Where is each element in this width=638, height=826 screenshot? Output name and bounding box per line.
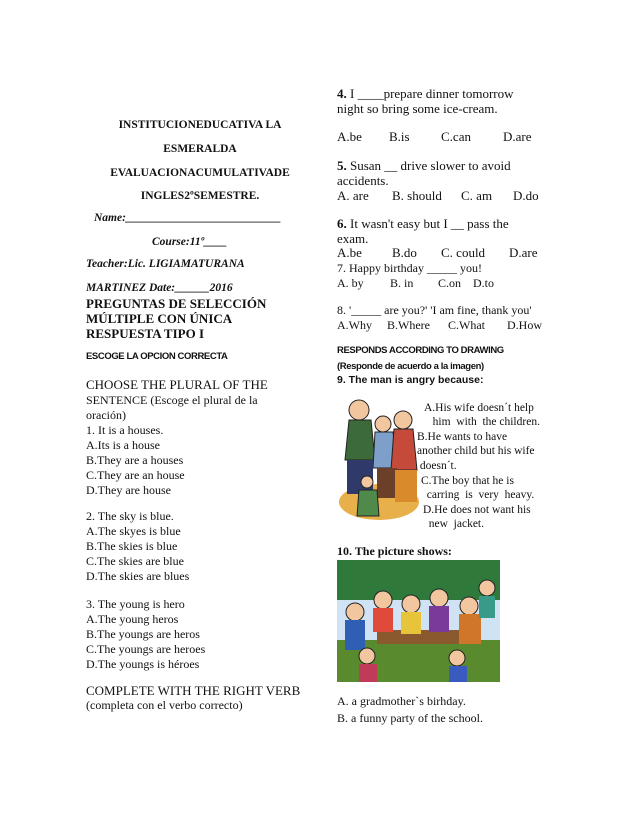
q7-options <box>337 276 559 292</box>
q9-option-c-line1[interactable]: C.The boy that he is <box>421 475 514 487</box>
q5-options <box>337 188 559 204</box>
q5-option-a[interactable]: A. are <box>337 188 369 203</box>
header-semester-line: INGLES2ºSEMESTRE. <box>140 190 260 202</box>
q8-option-c[interactable]: C.What <box>448 318 485 332</box>
angry-family-drawing <box>337 390 421 522</box>
q9-option-c-line2: carring is very heavy. <box>421 489 535 501</box>
q8-option-d[interactable]: D.How <box>507 318 542 332</box>
q7-option-d[interactable]: D.to <box>473 276 494 290</box>
q1-option-d[interactable]: D.They are house <box>86 483 171 497</box>
q10-option-a[interactable]: A. a gradmother`s birhday. <box>337 694 466 708</box>
q5-option-c[interactable]: C. am <box>461 188 493 203</box>
q6-option-a[interactable]: A.be <box>337 245 362 260</box>
q4-option-d[interactable]: D.are <box>503 129 532 144</box>
q4-option-c[interactable]: C.can <box>441 129 471 144</box>
complete-instruction-line2: (completa con el verbo correcto) <box>86 698 243 712</box>
name-field-label: Name:___________________________ <box>94 212 282 224</box>
q8-option-a[interactable]: A.Why <box>337 318 372 332</box>
section1-title-line1: PREGUNTAS DE SELECCIÓN <box>86 296 267 311</box>
party-scene-drawing <box>337 560 500 682</box>
q8-options <box>337 318 559 334</box>
q5-number: 5. <box>337 158 347 173</box>
q6-stem-line1 <box>337 216 509 232</box>
header-school-line2: ESMERALDA <box>163 143 237 155</box>
q6-number: 6. <box>337 216 347 231</box>
section1-title-line3: RESPUESTA TIPO I <box>86 326 205 341</box>
q5-stem-line2: accidents. <box>337 173 389 188</box>
q2-stem: 2. The sky is blue. <box>86 509 174 523</box>
q9-option-d-line1[interactable]: D.He does not want his <box>423 504 531 516</box>
header-school-line1: INSTITUCIONEDUCATIVA LA <box>118 119 282 131</box>
q9-option-b-line3: doesn´t. <box>417 460 457 472</box>
section1-title-line2: MÚLTIPLE CON ÚNICA <box>86 311 233 326</box>
q4-stem-text: I ____prepare dinner tomorrow <box>346 86 514 101</box>
q4-stem-line2: night so bring some ice-cream. <box>337 101 498 116</box>
q1-option-c[interactable]: C.They are an house <box>86 468 185 482</box>
q5-option-d[interactable]: D.do <box>513 188 539 203</box>
instruction-line3: oración) <box>86 408 126 422</box>
q2-option-b[interactable]: B.The skies is blue <box>86 539 178 553</box>
q9-option-b-line2: another child but his wife <box>417 445 535 457</box>
q2-option-c[interactable]: C.The skies are blue <box>86 554 184 568</box>
q9-option-a-line1[interactable]: A.His wife doesn´t help <box>424 402 534 414</box>
q9-option-a-line2: him with the children. <box>424 416 540 428</box>
q9-illustration <box>337 390 421 522</box>
q6-option-b[interactable]: B.do <box>392 245 417 260</box>
escoge-instruction: ESCOGE LA OPCION CORRECTA <box>86 351 228 362</box>
q9-option-d-line2: new jacket. <box>423 518 484 530</box>
q6-option-d[interactable]: D.are <box>509 245 538 260</box>
section2-subtitle: (Responde de acuerdo a la imagen) <box>337 361 484 372</box>
instruction-line2: SENTENCE (Escoge el plural de la <box>86 393 258 407</box>
q6-options <box>337 245 559 261</box>
q10-illustration <box>337 560 500 682</box>
q3-option-b[interactable]: B.The youngs are heros <box>86 627 200 641</box>
q6-option-c[interactable]: C. could <box>441 245 486 260</box>
q10-option-b[interactable]: B. a funny party of the school. <box>337 711 483 725</box>
q7-stem: 7. Happy birthday _____ you! <box>337 261 482 275</box>
q7-option-b[interactable]: B. in <box>390 276 414 290</box>
teacher-label: Teacher:Lic. LIGIAMATURANA <box>86 258 245 270</box>
header-eval-line: EVALUACIONACUMULATIVADE <box>110 167 290 179</box>
q3-option-d[interactable]: D.The youngs is héroes <box>86 657 200 671</box>
section2-title: RESPONDS ACCORDING TO DRAWING <box>337 345 504 356</box>
q6-stem-line2: exam. <box>337 231 369 246</box>
q4-number: 4. <box>337 86 347 101</box>
q8-option-b[interactable]: B.Where <box>387 318 430 332</box>
q5-stem-line1 <box>337 158 511 174</box>
course-field-label: Course:11º____ <box>152 236 228 248</box>
q9-option-b-line1[interactable]: B.He wants to have <box>417 431 508 443</box>
q7-option-a[interactable]: A. by <box>337 276 364 290</box>
q9-stem: 9. The man is angry because: <box>337 374 484 386</box>
q4-option-b[interactable]: B.is <box>389 129 410 144</box>
q5-stem-text: Susan __ drive slower to avoid <box>346 158 511 173</box>
q7-option-c[interactable]: C.on <box>438 276 462 290</box>
q3-option-a[interactable]: A.The young heros <box>86 612 179 626</box>
q5-option-b[interactable]: B. should <box>392 188 442 203</box>
q4-stem-line1 <box>337 86 514 102</box>
q10-stem: 10. The picture shows: <box>337 544 452 558</box>
q3-option-c[interactable]: C.The youngs are heroes <box>86 642 206 656</box>
q4-option-a[interactable]: A.be <box>337 129 362 144</box>
q8-stem: 8. '_____ are you?' 'I am fine, thank you' <box>337 303 532 317</box>
q1-option-a[interactable]: A.Its is a house <box>86 438 160 452</box>
q3-stem: 3. The young is hero <box>86 597 185 611</box>
complete-instruction-line1: COMPLETE WITH THE RIGHT VERB <box>86 683 301 698</box>
q2-option-d[interactable]: D.The skies are blues <box>86 569 190 583</box>
q2-option-a[interactable]: A.The skyes is blue <box>86 524 181 538</box>
q1-stem: 1. It is a houses. <box>86 423 164 437</box>
date-field-label: MARTINEZ Date:______2016 <box>86 282 233 294</box>
q1-option-b[interactable]: B.They are a houses <box>86 453 184 467</box>
instruction-line1: CHOOSE THE PLURAL OF THE <box>86 377 268 392</box>
q4-options <box>337 129 559 145</box>
q6-stem-text: It wasn't easy but I __ pass the <box>346 216 509 231</box>
